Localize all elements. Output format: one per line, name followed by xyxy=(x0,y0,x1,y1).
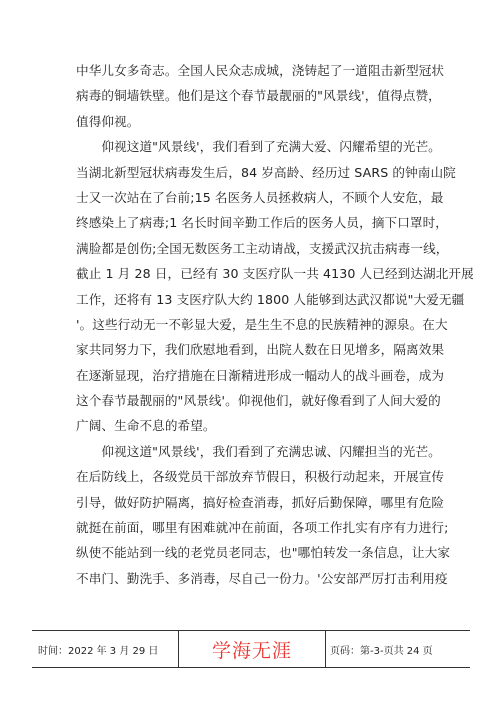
text-line: 家共同努力下，我们欣慰地看到，出院人数在日见增多，隔离效果 xyxy=(76,342,445,358)
text-line: 病毒的铜墙铁壁。他们是这个春节最靓丽的"风景线'，值得点赞， xyxy=(76,88,441,104)
document-body xyxy=(76,58,474,591)
text-line: '。这些行动无一不彰显大爱，是生生不息的民族精神的源泉。在大 xyxy=(76,316,448,332)
text-line: 满脸都是创伤;全国无数医务工主动请战，支援武汉抗击病毒一线， xyxy=(76,240,449,256)
footer-page-number: 页码：第-3-页共 24 页 xyxy=(330,645,433,657)
text-line: 广阔、生命不息的希望。 xyxy=(76,418,216,434)
text-line: 终感染上了病毒;1 名长时间辛勤工作后的医务人员，摘下口罩时， xyxy=(76,215,448,231)
text-line: 中华儿女多奇志。全国人民众志成城，浇铸起了一道阻击新型冠状 xyxy=(76,63,445,78)
text-line: 引导，做好防护隔离，搞好检查消毒，抓好后勤保障，哪里有危险 xyxy=(76,494,445,510)
text-line: 士又一次站在了台前;15 名医务人员拯救病人，不顾个人安危，最 xyxy=(76,189,444,205)
text-line: 不串门、勤洗手、多消毒，尽自己一份力。'公安部严厉打击利用疫 xyxy=(76,570,448,586)
text-line: 就挺在前面，哪里有困难就冲在前面，各项工作扎实有序有力进行; xyxy=(76,520,449,536)
text-line: 纵使不能站到一线的老党员老同志，也"哪怕转发一条信息，让大家 xyxy=(76,545,451,561)
footer-brand: 学海无涯 xyxy=(211,639,292,662)
text-line: 截止 1 月 28 日，已经有 30 支医疗队一共 4130 人已经到达湖北开展 xyxy=(76,266,474,282)
text-line: 在后防线上，各级党员干部放弃节假日，积极行动起来，开展宣传 xyxy=(76,469,445,485)
text-line: 值得仰视。 xyxy=(76,113,140,129)
text-line: 当湖北新型冠状病毒发生后，84 岁高龄、经历过 SARS 的钟南山院 xyxy=(76,164,456,180)
text-line: 仰视这道"风景线'，我们看到了充满忠诚、闪耀担当的光芒。 xyxy=(76,443,441,459)
text-line: 这个春节最靓丽的"风景线'。仰视他们，就好像看到了人间大爱的 xyxy=(76,393,441,409)
text-line: 在逐渐显现，治疗措施在日渐精进形成一幅动人的战斗画卷，成为 xyxy=(76,367,445,383)
page-footer xyxy=(32,630,470,668)
text-line: 工作，还将有 13 支医疗队大约 1800 人能够到达武汉都说"大爱无疆 xyxy=(76,291,465,307)
text-line: 仰视这道"风景线'，我们看到了充满大爱、闪耀希望的光芒。 xyxy=(76,139,441,155)
footer-date: 时间：2022 年 3 月 29 日 xyxy=(38,645,159,657)
